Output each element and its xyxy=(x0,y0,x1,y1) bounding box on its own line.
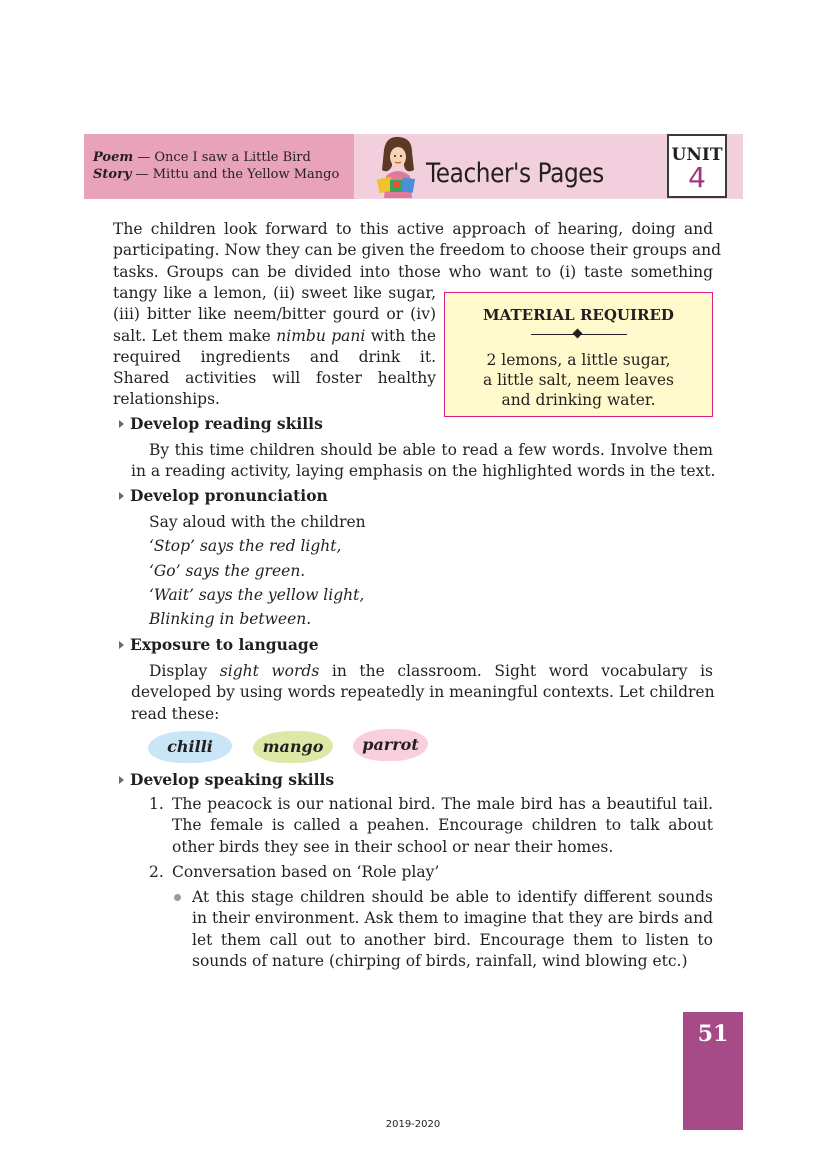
item-number: 2. xyxy=(149,863,164,881)
speaking-line: The peacock is our national bird. The male bird has a beautiful tail. xyxy=(172,795,713,813)
speaking-line: other birds they see in their school or near their homes. xyxy=(172,837,614,856)
unit-number: 4 xyxy=(688,161,706,194)
material-line: a little salt, neem leaves xyxy=(482,371,675,389)
bullet-line: let them call out to another bird. Encourage them to listen to xyxy=(192,930,713,949)
exposure-paragraph xyxy=(131,661,713,725)
intro-line: Shared activities will foster healthy xyxy=(113,369,436,388)
intro-line: tangy like a lemon, (ii) sweet like sugar, xyxy=(113,284,436,302)
intro-line: The children look forward to this active approach of hearing, doing and xyxy=(113,220,713,238)
bullet-dot-icon xyxy=(174,894,181,901)
intro-line: required ingredients and drink it. xyxy=(113,347,436,366)
triangle-bullet-icon xyxy=(119,776,124,784)
material-line: 2 lemons, a little sugar, xyxy=(486,351,671,369)
poem-line: Blinking in between. xyxy=(149,610,312,628)
intro-line: relationships. xyxy=(113,390,220,409)
speaking-line: The female is called a peahen. Encourage children to talk about xyxy=(172,816,713,835)
bullet-line: At this stage children should be able to identify different sounds xyxy=(192,888,713,906)
poem-line: ‘Wait’ says the yellow light, xyxy=(149,586,365,604)
exposure-line: Display sight words in the classroom. Sight word vocabulary is xyxy=(149,662,713,680)
material-title: MATERIAL REQUIRED xyxy=(483,306,674,324)
sight-word-chilli: chilli xyxy=(148,731,232,763)
speaking-heading: Develop speaking skills xyxy=(130,770,335,789)
triangle-bullet-icon xyxy=(119,641,124,649)
intro-line: salt. Let them make nimbu pani with the xyxy=(113,326,437,345)
unit-label: UNIT xyxy=(671,145,723,165)
item-number: 1. xyxy=(149,795,164,813)
reading-line: By this time children should be able to read a few words. Involve them xyxy=(149,441,713,459)
intro-line: (iii) bitter like neem/bitter gourd or (iv) xyxy=(113,305,436,324)
reading-heading: Develop reading skills xyxy=(130,414,323,433)
triangle-bullet-icon xyxy=(119,420,124,428)
poem-line: ‘Stop’ says the red light, xyxy=(149,537,342,555)
intro-paragraph-narrow xyxy=(113,283,436,411)
ornament-divider xyxy=(531,327,627,341)
intro-line: tasks. Groups can be divided into those who want to (i) taste something xyxy=(113,262,713,281)
reading-paragraph xyxy=(131,440,716,483)
section-title: Teacher's Pages xyxy=(426,158,604,189)
speaking-bullet xyxy=(192,887,713,972)
material-line: and drinking water. xyxy=(501,391,656,409)
page-number: 51 xyxy=(697,1021,729,1047)
story-line: Story — Mittu and the Yellow Mango xyxy=(93,167,340,182)
exposure-line: developed by using words repeatedly in meaningful contexts. Let children xyxy=(131,683,715,702)
reading-line: in a reading activity, laying emphasis on the highlighted words in the text. xyxy=(131,462,716,481)
exposure-line: read these: xyxy=(131,704,220,723)
unit-box xyxy=(667,134,727,198)
triangle-bullet-icon xyxy=(119,492,124,500)
bullet-line: sounds of nature (chirping of birds, rainfall, wind blowing etc.) xyxy=(192,951,688,970)
speaking-item-2: Conversation based on ‘Role play’ xyxy=(172,863,440,881)
pronunciation-intro: Say aloud with the children xyxy=(149,513,366,531)
intro-paragraph xyxy=(113,219,722,283)
poem-line: Poem — Once I saw a Little Bird xyxy=(93,150,311,165)
speaking-item-1 xyxy=(172,794,713,858)
material-required-box xyxy=(444,292,713,417)
bullet-line: in their environment. Ask them to imagine that they are birds and xyxy=(192,909,713,928)
pronunciation-heading: Develop pronunciation xyxy=(130,486,328,505)
footer-year: 2019-2020 xyxy=(385,1119,441,1130)
teacher-icon xyxy=(374,136,420,199)
sight-word-parrot: parrot xyxy=(353,729,428,761)
page-number-tab xyxy=(683,1012,743,1130)
intro-line: participating. Now they can be given the freedom to choose their groups and xyxy=(113,241,722,260)
poem-line: ‘Go’ says the green. xyxy=(149,562,306,580)
header-chapter-band xyxy=(84,134,354,199)
exposure-heading: Exposure to language xyxy=(130,635,319,654)
sight-word-mango: mango xyxy=(253,731,333,763)
header-title-band xyxy=(354,134,743,199)
